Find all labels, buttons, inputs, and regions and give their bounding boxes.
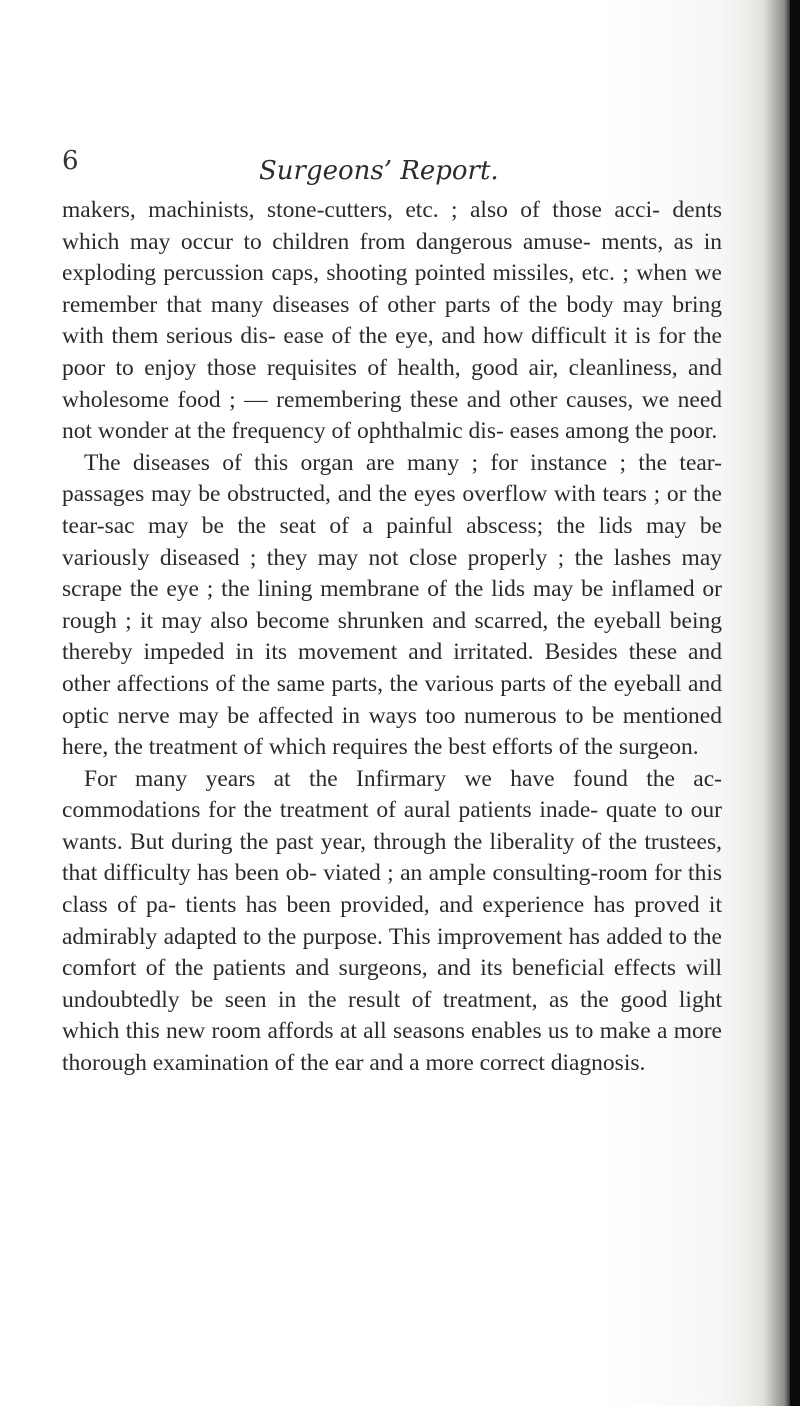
paragraph-2: The diseases of this organ are many ; for instance ; the tear-passages may be obstructed, and the eyes overflow with tears ; or the tear-sac may be the seat of a painful abscess; the lids may be variously diseased ; they may not close properly ; the lashes may scrape the eye ; the lining membrane of the lids may be inflamed or rough ; it may also become shrunken and scarred, the eyeball being thereby impeded in its movement and irritated. Besides these and other affections of the same parts, the various parts of the eyeball and optic nerve may be affected in ways too numerous to be mentioned here, the treatment of which requires the best efforts of the surgeon. — [62, 449, 722, 761]
body-text — [62, 195, 722, 1080]
page-header — [0, 146, 800, 188]
paragraph-1: makers, machinists, stone-cutters, etc. ; also of those acci- dents which may occur to children from dangerous amuse- ments, as in exploding percussion caps, shooting pointed missiles, etc. ; when we remember that many diseases of other parts of the body may bring with them serious dis- ease of the eye, and how difficult it is for the poor to enjoy those requisites of health, good air, cleanliness, and wholesome food ; — remembering these and other causes, we need not wonder at the frequency of ophthalmic dis- eases among the poor. — [62, 197, 722, 445]
page-edge — [790, 0, 800, 1406]
paragraph-3: For many years at the Infirmary we have found the ac- commodations for the treatment of aural patients inade- quate to our wants. But during the past year, through the liberality of the trustees, that difficulty has been ob- viated ; an ample consulting-room for this class of pa- tients has been provided, and experience has proved it admirably adapted to the purpose. This improvement has added to the comfort of the patients and surgeons, and its beneficial effects will undoubtedly be seen in the result of treatment, as the good light which this new room affords at all seasons enables us to make a more thorough examination of the ear and a more correct diagnosis. — [62, 765, 722, 1077]
running-head: Surgeons’ Report. — [259, 156, 499, 186]
page-number: 6 — [62, 146, 79, 176]
